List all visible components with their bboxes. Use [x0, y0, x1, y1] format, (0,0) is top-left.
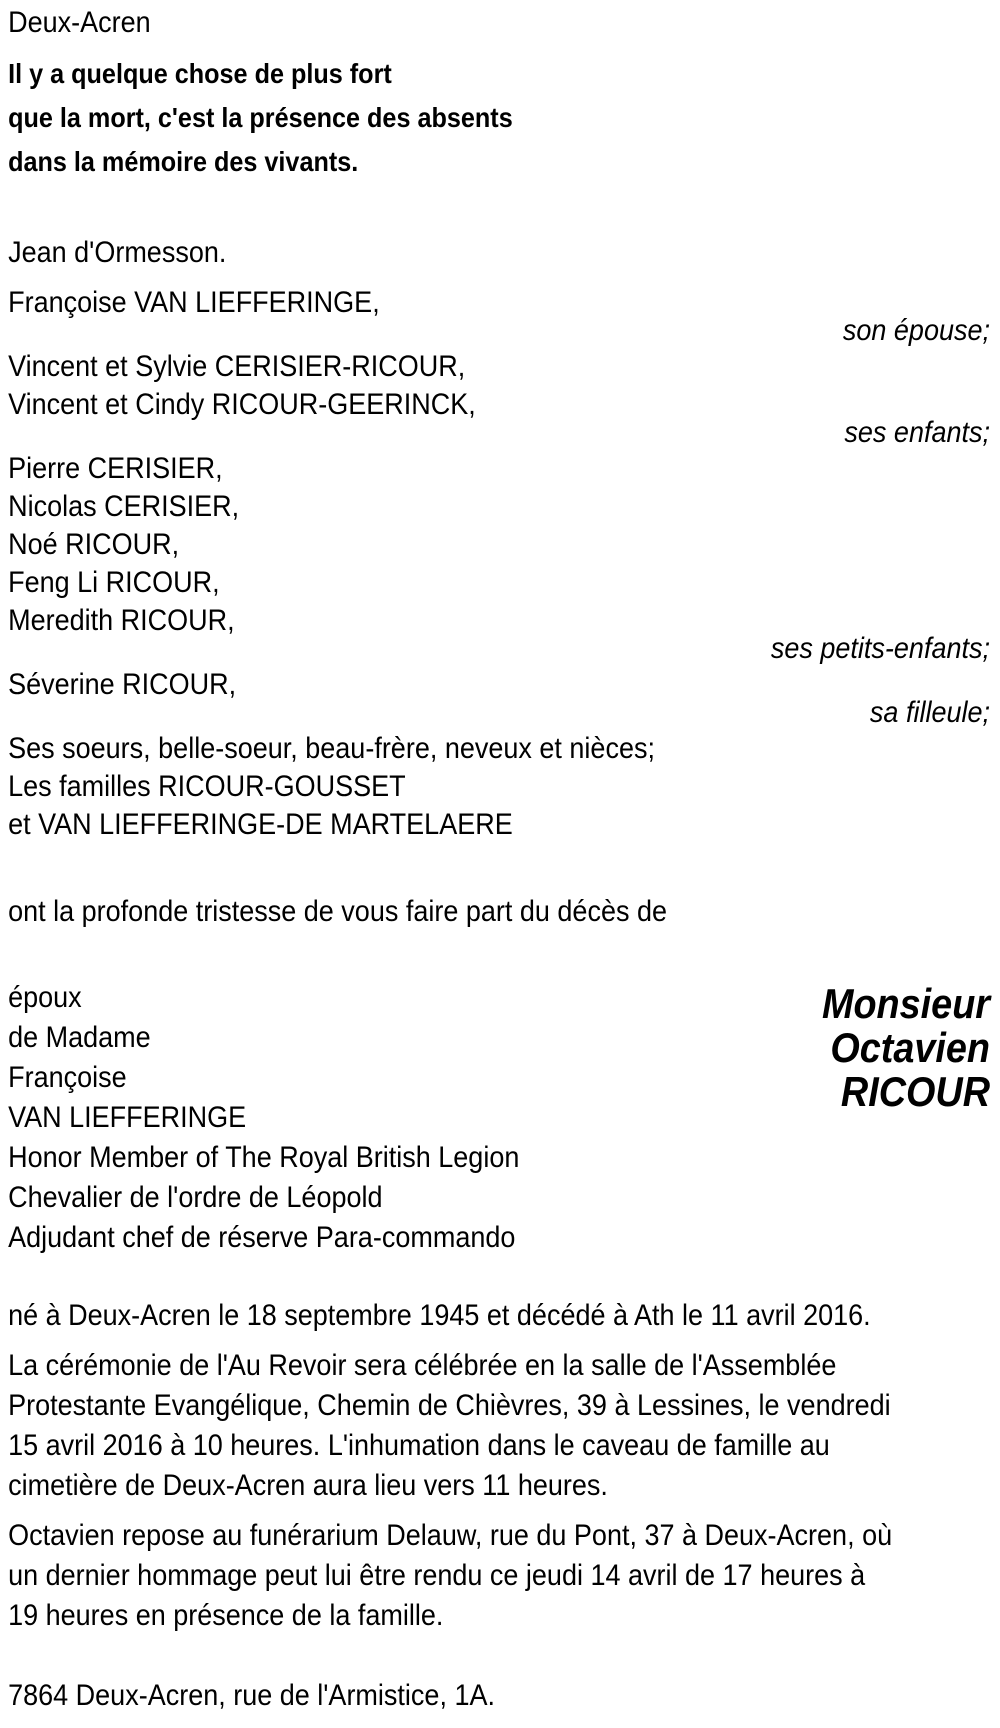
relative-name: Vincent et Cindy RICOUR-GEERINCK, — [8, 388, 476, 421]
relative-name: Meredith RICOUR, — [8, 604, 235, 637]
paragraph-line: cimetière de Deux-Acren aura lieu vers 11 heures. — [8, 1469, 608, 1502]
quote-line: dans la mémoire des vivants. — [8, 146, 359, 177]
deceased-title-line: Honor Member of The Royal British Legion — [8, 1141, 520, 1174]
relative-name: Nicolas CERISIER, — [8, 490, 240, 523]
deceased-title-line: VAN LIEFFERINGE — [8, 1101, 247, 1134]
deceased-title-line: Chevalier de l'ordre de Léopold — [8, 1181, 383, 1214]
ceremony-paragraph — [8, 1346, 990, 1506]
paragraph-line: Octavien repose au funérarium Delauw, rue du Pont, 37 à Deux-Acren, où — [8, 1519, 893, 1552]
deceased-section — [8, 978, 990, 1258]
relative-name: et VAN LIEFFERINGE-DE MARTELAERE — [8, 808, 513, 841]
relative-name: Feng Li RICOUR, — [8, 566, 220, 599]
paragraph-line: un dernier hommage peut lui être rendu ce jeudi 14 avril de 17 heures à — [8, 1559, 866, 1592]
funerarium-paragraph — [8, 1516, 990, 1636]
relative-name: Séverine RICOUR, — [8, 668, 237, 701]
deceased-title-line: Françoise — [8, 1061, 127, 1094]
paragraph-line: Protestante Evangélique, Chemin de Chièvres, 39 à Lessines, le vendredi — [8, 1389, 891, 1422]
relation-label: ses petits-enfants; — [770, 632, 990, 665]
deceased-name-line: Monsieur — [821, 980, 990, 1027]
relatives-list — [8, 284, 990, 844]
relative-name: Noé RICOUR, — [8, 528, 180, 561]
family-address: 7864 Deux-Acren, rue de l'Armistice, 1A. — [8, 1679, 495, 1712]
deceased-title-line: Adjudant chef de réserve Para-commando — [8, 1221, 516, 1254]
deceased-name-line: Octavien — [830, 1024, 990, 1071]
relative-name: Françoise VAN LIEFFERINGE, — [8, 286, 380, 319]
quote-line: Il y a quelque chose de plus fort — [8, 58, 392, 89]
deceased-title-line: époux — [8, 981, 82, 1014]
relative-name: Vincent et Sylvie CERISIER-RICOUR, — [8, 350, 466, 383]
deceased-title-line: de Madame — [8, 1021, 151, 1054]
paragraph-line: 19 heures en présence de la famille. — [8, 1599, 444, 1632]
deceased-name — [822, 982, 990, 1114]
relative-name: Pierre CERISIER, — [8, 452, 223, 485]
paragraph-line: La cérémonie de l'Au Revoir sera célébrée en la salle de l'Assemblée — [8, 1349, 837, 1382]
relative-name: Ses soeurs, belle-soeur, beau-frère, neveux et nièces; — [8, 732, 655, 765]
quote-line: que la mort, c'est la présence des absents — [8, 102, 513, 133]
quote-author: Jean d'Ormesson. — [8, 236, 227, 269]
epigraph-quote — [8, 52, 990, 184]
announcement-line: ont la profonde tristesse de vous faire part du décès de — [8, 895, 668, 928]
paragraph-line: 15 avril 2016 à 10 heures. L'inhumation dans le caveau de famille au — [8, 1429, 830, 1462]
relation-label: son épouse; — [842, 314, 990, 347]
deceased-name-line: RICOUR — [840, 1068, 990, 1115]
relative-name: Les familles RICOUR-GOUSSET — [8, 770, 406, 803]
relation-label: sa filleule; — [869, 696, 990, 729]
life-dates-line: né à Deux-Acren le 18 septembre 1945 et décédé à Ath le 11 avril 2016. — [8, 1299, 871, 1332]
relation-label: ses enfants; — [844, 416, 990, 449]
locality: Deux-Acren — [8, 6, 151, 39]
